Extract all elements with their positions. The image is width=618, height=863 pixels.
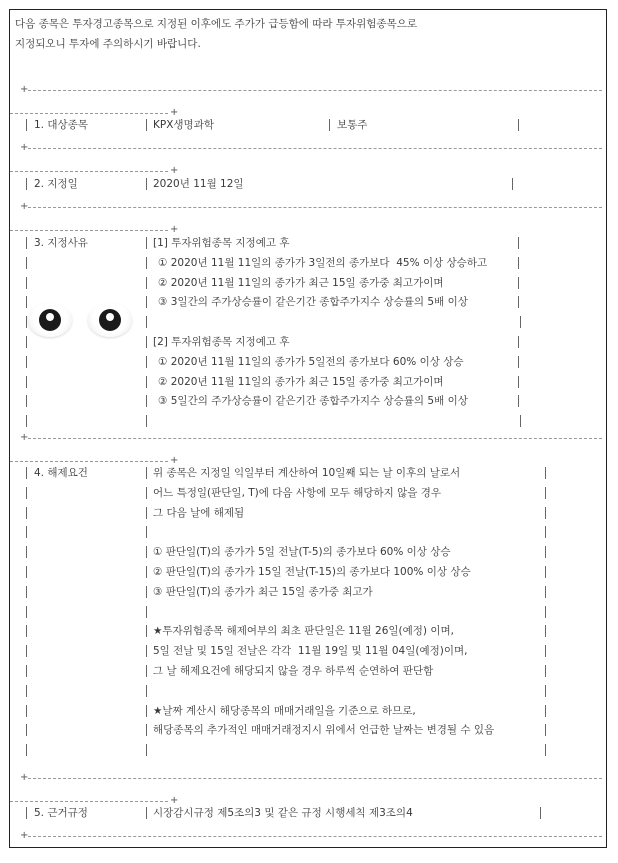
- cell-border: [146, 586, 147, 598]
- cell-border: [146, 546, 147, 558]
- row-value-line: ③ 5일간의 주가상승률이 같은기간 종합주가지수 상승률의 5배 이상: [158, 395, 468, 408]
- disclosure-document: [9, 9, 607, 848]
- cell-border: [518, 237, 519, 249]
- cell-border: [545, 526, 546, 538]
- separator-plus: +: [170, 165, 179, 176]
- cell-border: [26, 237, 27, 249]
- cell-border: [146, 566, 147, 578]
- cell-border: [518, 119, 519, 131]
- cell-border: [545, 467, 546, 479]
- cell-border: [146, 257, 147, 269]
- cell-border: [26, 526, 27, 538]
- row-value-line: KPX생명과학: [153, 119, 214, 131]
- row-value-line: 그 날 해제요건에 해당되지 않을 경우 하루씩 순연하여 판단함: [153, 665, 434, 677]
- cell-border: [146, 507, 147, 519]
- row-label: 2. 지정일: [34, 178, 78, 190]
- intro-line-2: 지정되오니 투자에 주의하시기 바랍니다.: [15, 38, 201, 50]
- separator-plus: +: [20, 830, 29, 841]
- row-value-line: 2020년 11월 12일: [153, 178, 244, 190]
- row-value-line: ② 2020년 11월 11일의 종가가 최근 15일 종가중 최고가이며: [158, 276, 444, 289]
- cell-border: [146, 336, 147, 348]
- cell-border: [545, 685, 546, 697]
- separator-plus: +: [170, 107, 179, 118]
- row-value-line: ① 2020년 11월 11일의 종가가 3일전의 종가보다 45% 이상 상승하고: [158, 256, 488, 269]
- cell-border: [26, 507, 27, 519]
- cell-border: [545, 625, 546, 637]
- cell-border: [26, 487, 27, 499]
- separator-plus: +: [170, 224, 179, 235]
- row-value-line: [1] 투자위험종목 지정예고 후: [153, 237, 290, 249]
- row-value-line: ② 2020년 11월 11일의 종가가 최근 15일 종가중 최고가이며: [158, 375, 444, 388]
- cell-border: [545, 724, 546, 736]
- intro-line-1: 다음 종목은 투자경고종목으로 지정된 이후에도 주가가 급등함에 따라 투자위험종목으로: [15, 18, 417, 30]
- cell-border: [26, 277, 27, 289]
- cell-border: [545, 487, 546, 499]
- separator-line: [10, 171, 168, 172]
- cell-border: [520, 316, 521, 328]
- cell-border: [26, 467, 27, 479]
- cell-border: [518, 356, 519, 368]
- cell-border: [518, 277, 519, 289]
- cell-border: [146, 744, 147, 756]
- separator-line: [28, 438, 602, 439]
- cell-border: [26, 665, 27, 677]
- cell-border: [518, 296, 519, 308]
- cell-border: [146, 487, 147, 499]
- cell-border: [26, 705, 27, 717]
- cell-border: [545, 507, 546, 519]
- separator-plus: +: [20, 201, 29, 212]
- row-value-line: 그 다음 날에 해제됨: [153, 506, 245, 519]
- cell-border: [146, 625, 147, 637]
- cell-border: [540, 807, 541, 819]
- cell-border: [545, 566, 546, 578]
- cell-border: [26, 257, 27, 269]
- cell-border: [146, 277, 147, 289]
- row-value-line: ③ 판단일(T)의 종가가 최근 15일 종가중 최고가: [153, 585, 373, 598]
- row-value-line: 5일 전날 및 15일 전날은 각각 11월 19일 및 11월 04일(예정)이며,: [153, 645, 468, 658]
- separator-line: [10, 113, 168, 114]
- cell-border: [26, 356, 27, 368]
- cell-border: [146, 645, 147, 657]
- row-value-line: 어느 특정일(판단일, T)에 다음 사항에 모두 해당하지 않을 경우: [153, 486, 442, 499]
- row-value-line: ① 판단일(T)의 종가가 5일 전날(T-5)의 종가보다 60% 이상 상승: [153, 546, 451, 559]
- row-value-line: ★날짜 계산시 해당종목의 매매거래일을 기준으로 하므로,: [153, 704, 416, 717]
- cell-border: [146, 467, 147, 479]
- cell-border: [520, 415, 521, 427]
- separator-line: [10, 230, 168, 231]
- separator-plus: +: [170, 795, 179, 806]
- cell-border: [26, 625, 27, 637]
- cell-border: [26, 586, 27, 598]
- cell-border: [146, 606, 147, 618]
- row-extra: 보통주: [337, 119, 368, 131]
- cell-border: [146, 665, 147, 677]
- cell-border: [146, 119, 147, 131]
- cell-border: [26, 178, 27, 190]
- separator-line: [28, 778, 602, 779]
- cell-border: [518, 336, 519, 348]
- separator-line: [10, 801, 168, 802]
- row-value-line: 시장감시규정 제5조의3 및 같은 규정 시행세칙 제3조의4: [153, 807, 413, 819]
- cell-border: [518, 257, 519, 269]
- cell-border: [26, 376, 27, 388]
- cell-border: [545, 744, 546, 756]
- cell-border: [146, 705, 147, 717]
- cell-border: [26, 415, 27, 427]
- separator-line: [28, 90, 602, 91]
- cell-border: [26, 296, 27, 308]
- cell-border: [545, 606, 546, 618]
- cell-border: [146, 807, 147, 819]
- row-value-line: 해당종목의 추가적인 매매거래정지시 위에서 언급한 날짜는 변경될 수 있음: [153, 724, 495, 737]
- row-label: 1. 대상종목: [34, 119, 88, 131]
- cell-border: [26, 546, 27, 558]
- row-value-line: ③ 3일간의 주가상승률이 같은기간 종합주가지수 상승률의 5배 이상: [158, 296, 468, 309]
- cell-border: [146, 526, 147, 538]
- row-label: 3. 지정사유: [34, 237, 88, 249]
- cell-border: [26, 606, 27, 618]
- cell-border: [146, 376, 147, 388]
- cell-border: [518, 395, 519, 407]
- separator-line: [28, 148, 602, 149]
- cell-border: [146, 685, 147, 697]
- cell-border: [512, 178, 513, 190]
- cell-border: [545, 665, 546, 677]
- cell-border: [146, 296, 147, 308]
- row-label: 4. 해제요건: [34, 467, 88, 479]
- cell-border: [26, 119, 27, 131]
- row-value-line: 위 종목은 지정일 익일부터 계산하여 10일째 되는 날 이후의 날로서: [153, 467, 461, 479]
- separator-plus: +: [20, 84, 29, 95]
- separator-line: [28, 207, 602, 208]
- cell-border: [146, 395, 147, 407]
- cell-border: [545, 546, 546, 558]
- cell-border: [146, 178, 147, 190]
- cell-border: [26, 724, 27, 736]
- cell-border: [26, 685, 27, 697]
- separator-plus: +: [20, 142, 29, 153]
- cell-border: [146, 415, 147, 427]
- cell-border: [26, 336, 27, 348]
- row-label: 5. 근거규정: [34, 807, 88, 819]
- cell-border: [146, 356, 147, 368]
- cell-border: [26, 807, 27, 819]
- row-value-line: [2] 투자위험종목 지정예고 후: [153, 336, 290, 348]
- separator-plus: +: [20, 432, 29, 443]
- row-value-line: ① 2020년 11월 11일의 종가가 5일전의 종가보다 60% 이상 상승: [158, 355, 464, 368]
- row-value-line: ★투자위험종목 해제여부의 최초 판단일은 11월 26일(예정) 이며,: [153, 625, 454, 638]
- cell-border: [26, 744, 27, 756]
- cell-border: [26, 316, 27, 328]
- cell-border: [545, 645, 546, 657]
- cell-border: [545, 705, 546, 717]
- separator-plus: +: [20, 772, 29, 783]
- cell-border: [146, 316, 147, 328]
- separator-line: [28, 836, 602, 837]
- cell-border: [518, 376, 519, 388]
- cell-border: [146, 724, 147, 736]
- cell-border: [146, 237, 147, 249]
- cell-border: [26, 645, 27, 657]
- cell-border: [329, 119, 330, 131]
- row-value-line: ② 판단일(T)의 종가가 15일 전날(T-15)의 종가보다 100% 이상 상승: [153, 566, 471, 578]
- separator-line: [10, 461, 168, 462]
- cell-border: [545, 586, 546, 598]
- separator-plus: +: [170, 455, 179, 466]
- cell-border: [26, 566, 27, 578]
- cell-border: [26, 395, 27, 407]
